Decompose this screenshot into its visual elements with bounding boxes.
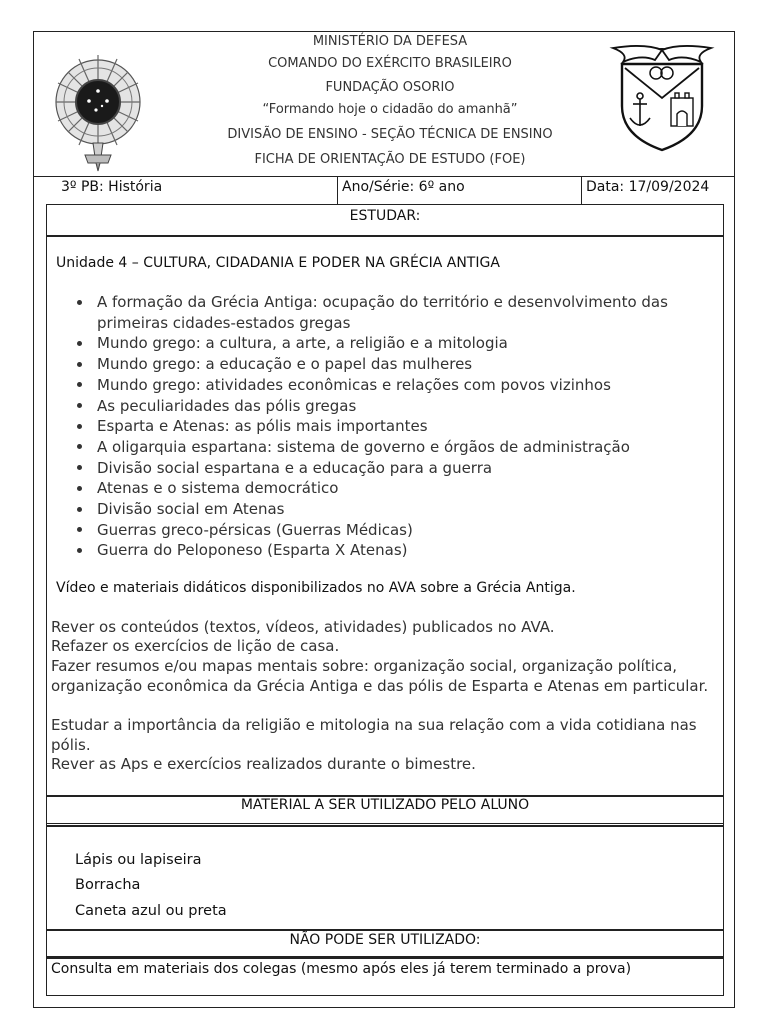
topic-item: A formação da Grécia Antiga: ocupação do território e desenvolvimento das primeiras cidades-estados gregas bbox=[76, 292, 716, 333]
material-item-eraser: Borracha bbox=[75, 877, 141, 893]
forbidden-heading: NÃO PODE SER UTILIZADO: bbox=[289, 932, 481, 948]
instruction-religion: Estudar a importância da religião e mitologia na sua relação com a vida cotidiana nas pólis. bbox=[51, 716, 697, 754]
instruction-redo-exercises: Refazer os exercícios de lição de casa. bbox=[51, 637, 340, 655]
forbidden-text: Consulta em materiais dos colegas (mesmo após eles já terem terminado a prova) bbox=[51, 961, 632, 977]
instruction-summaries: Fazer resumos e/ou mapas mentais sobre: organização social, organização política, organização econômica da Grécia Antiga e das pólis de Esparta e Atenas em particular. bbox=[51, 657, 709, 695]
material-item-pencil: Lápis ou lapiseira bbox=[75, 852, 202, 868]
info-row-divider-2 bbox=[581, 176, 582, 204]
header-form-title: FICHA DE ORIENTAÇÃO DE ESTUDO (FOE) bbox=[254, 152, 526, 167]
topic-item: Esparta e Atenas: as pólis mais importantes bbox=[76, 416, 716, 437]
header-motto: “Formando hoje o cidadão do amanhã” bbox=[262, 102, 518, 117]
topic-item: Divisão social em Atenas bbox=[76, 499, 716, 520]
army-emblem-logo bbox=[52, 47, 144, 173]
date-cell: Data: 17/09/2024 bbox=[586, 179, 710, 195]
material-item-pen: Caneta azul ou preta bbox=[75, 903, 227, 919]
instruction-review-aps: Rever as Aps e exercícios realizados durante o bimestre. bbox=[51, 755, 476, 773]
topic-item: Atenas e o sistema democrático bbox=[76, 478, 716, 499]
topic-item: Guerra do Peloponeso (Esparta X Atenas) bbox=[76, 540, 716, 561]
materials-heading: MATERIAL A SER UTILIZADO PELO ALUNO bbox=[240, 797, 530, 813]
header-ministry: MINISTÉRIO DA DEFESA bbox=[312, 34, 468, 49]
info-row-divider-1 bbox=[337, 176, 338, 204]
instruction-review-content: Rever os conteúdos (textos, vídeos, atividades) publicados no AVA. bbox=[51, 618, 555, 636]
topic-item: Divisão social espartana e a educação para a guerra bbox=[76, 458, 716, 479]
subject-cell: 3º PB: História bbox=[61, 179, 163, 195]
topic-item: Mundo grego: a cultura, a arte, a religião e a mitologia bbox=[76, 333, 716, 354]
topic-item: As peculiaridades das pólis gregas bbox=[76, 396, 716, 417]
topic-list bbox=[76, 292, 716, 561]
info-row-top-border bbox=[33, 176, 735, 177]
header-division: DIVISÃO DE ENSINO - SEÇÃO TÉCNICA DE ENSINO bbox=[227, 127, 553, 142]
topic-item: Mundo grego: atividades econômicas e relações com povos vizinhos bbox=[76, 375, 716, 396]
header-foundation: FUNDAÇÃO OSORIO bbox=[325, 80, 455, 95]
unit-title: Unidade 4 – CULTURA, CIDADANIA E PODER NA GRÉCIA ANTIGA bbox=[56, 255, 500, 271]
study-heading: ESTUDAR: bbox=[349, 208, 421, 224]
topic-item: A oligarquia espartana: sistema de governo e órgãos de administração bbox=[76, 437, 716, 458]
header-command: COMANDO DO EXÉRCITO BRASILEIRO bbox=[268, 56, 512, 71]
topic-item: Guerras greco-pérsicas (Guerras Médicas) bbox=[76, 520, 716, 541]
grade-cell: Ano/Série: 6º ano bbox=[342, 179, 465, 195]
topic-item: Mundo grego: a educação e o papel das mulheres bbox=[76, 354, 716, 375]
forbidden-double-rule bbox=[46, 956, 724, 957]
video-note: Vídeo e materiais didáticos disponibilizados no AVA sobre a Grécia Antiga. bbox=[56, 580, 576, 596]
materials-double-rule bbox=[46, 823, 724, 824]
osorio-foundation-crest-logo bbox=[605, 40, 719, 156]
